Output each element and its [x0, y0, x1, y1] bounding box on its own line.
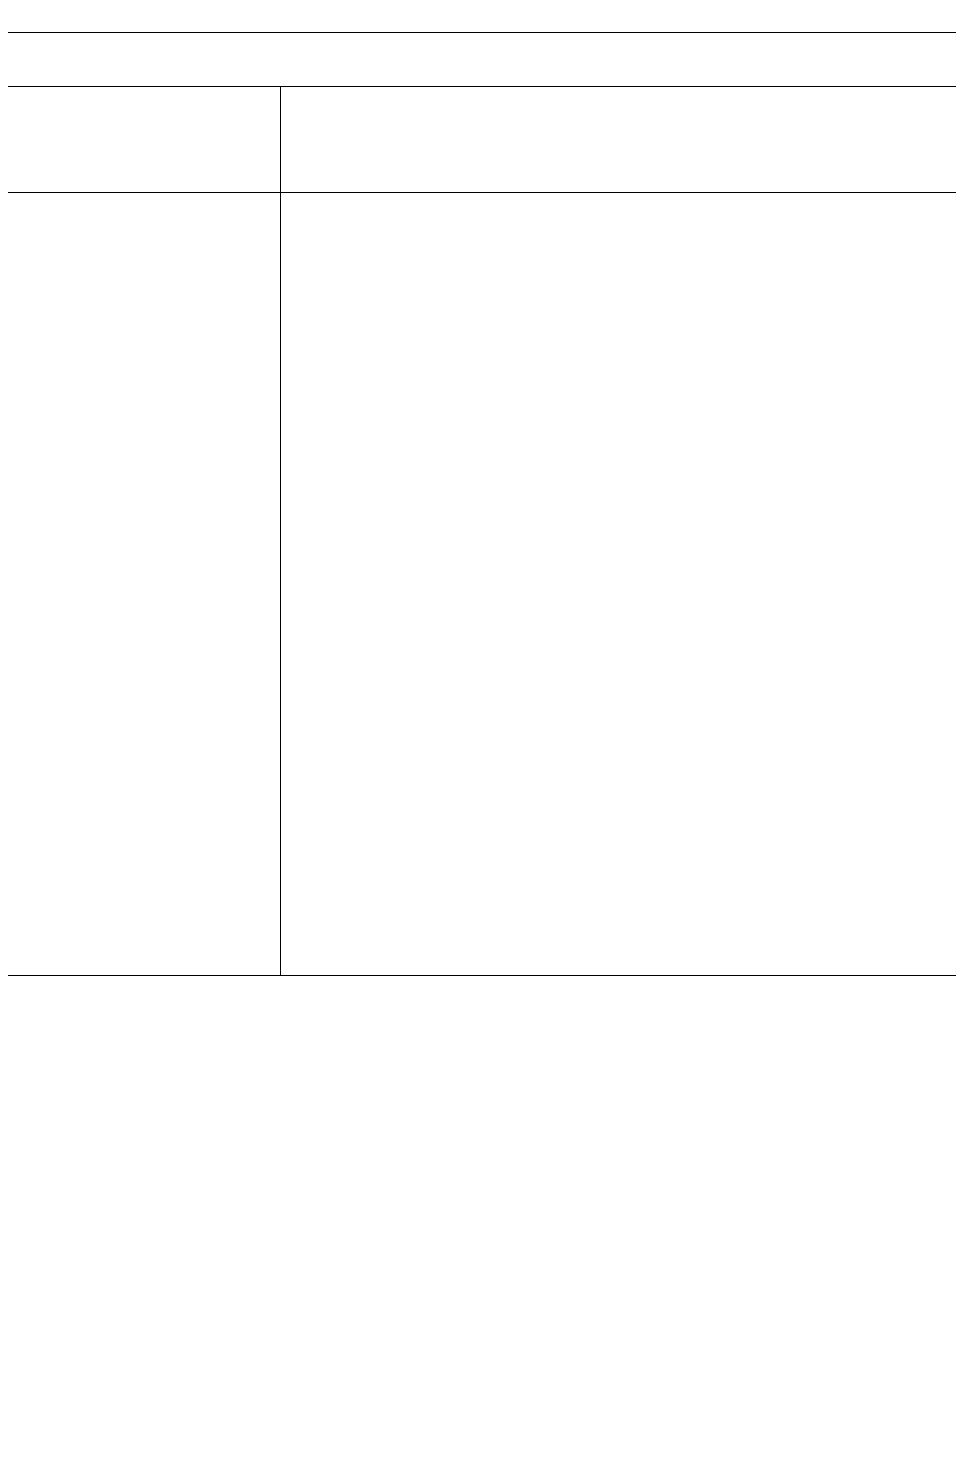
page-header — [8, 2, 956, 33]
header-divider — [8, 192, 956, 193]
regression-table — [8, 86, 956, 976]
column-divider — [280, 87, 281, 975]
